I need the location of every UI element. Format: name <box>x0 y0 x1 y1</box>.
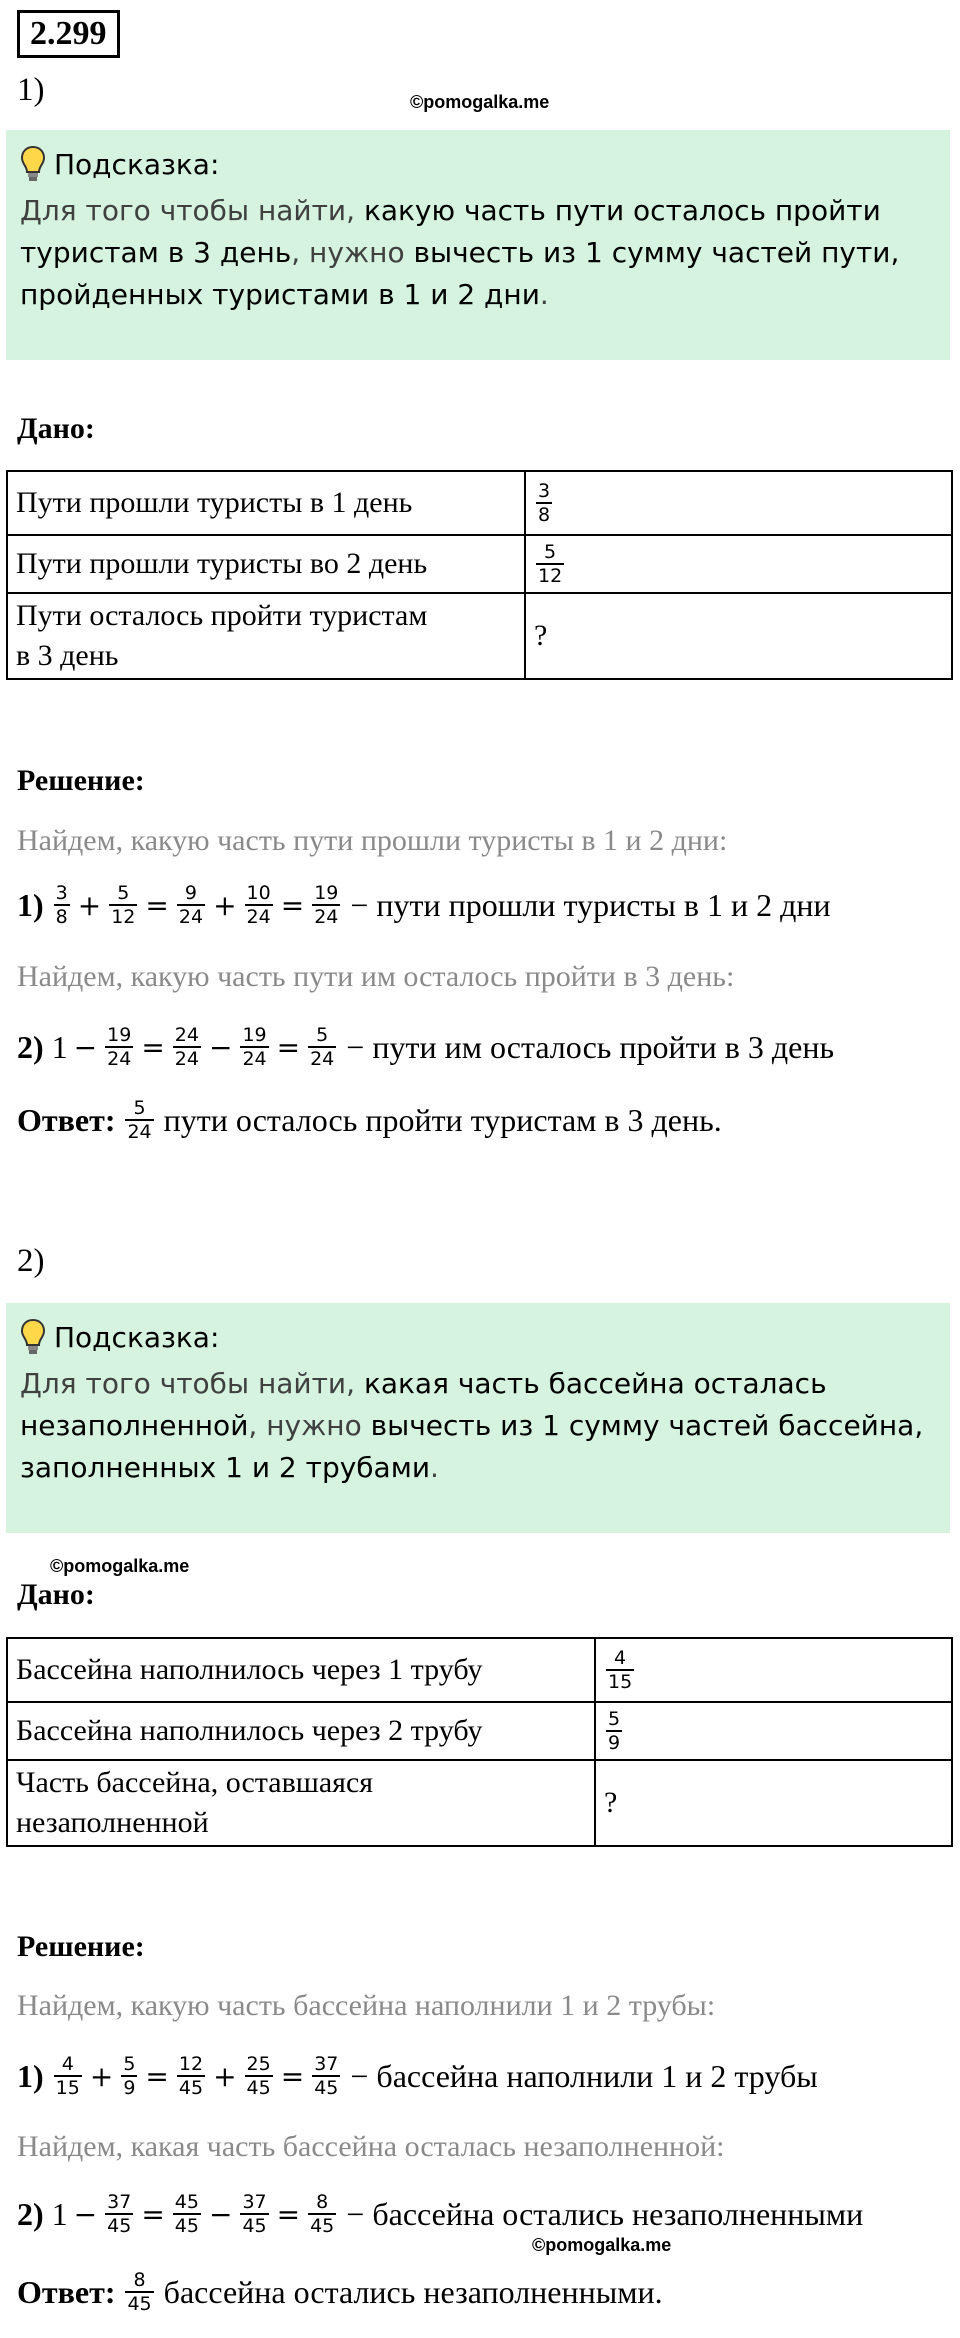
fraction-numerator: 10 <box>246 882 271 904</box>
solution-step-2: 2) 1 − $\frac{19}{24}$ = $\frac{24}{24}$ − $\frac{19}{24}$ = $\frac{5}{24}$ − пути им осталось пройти в 3 день <box>17 1024 835 1070</box>
step-text: − бассейна остались незаполненными <box>346 2195 864 2232</box>
hint-text-part: Для того чтобы найти, <box>20 1367 364 1400</box>
fraction-numerator: 3 <box>55 882 68 904</box>
solution-intro: Найдем, какую часть пути им осталось пройти в 3 день: <box>17 960 735 993</box>
fraction-denominator: 12 <box>111 906 136 928</box>
fraction-denominator: 24 <box>178 906 204 928</box>
fraction-denominator: 24 <box>314 906 339 928</box>
given-value: ? <box>595 1760 952 1846</box>
hint-text-emphasis: вычесть из 1 сумму частей бассейна, заполненных 1 и 2 трубами <box>20 1409 924 1484</box>
hint-title: Подсказка: <box>54 147 220 181</box>
given-label <box>7 593 525 679</box>
hint-box-2 <box>6 1303 950 1533</box>
part2-label: 2) <box>17 1243 45 1279</box>
fraction-denominator: 45 <box>127 2293 152 2315</box>
fraction-denominator: 45 <box>310 2215 335 2237</box>
step-label: 1) <box>17 2057 44 2094</box>
given-label: Бассейна наполнилось через 2 трубу <box>7 1702 595 1760</box>
answer-line <box>17 2262 663 2322</box>
answer-line <box>17 1090 722 1150</box>
fraction-numerator: 19 <box>314 882 339 904</box>
fraction-denominator: 45 <box>246 2077 271 2099</box>
fraction-numerator: 5 <box>316 1024 329 1046</box>
given-table <box>6 1637 953 1847</box>
fraction-numerator: 45 <box>174 2191 199 2213</box>
fraction-denominator: 45 <box>242 2215 267 2237</box>
answer-label: Ответ: <box>17 2273 116 2310</box>
answer-text: бассейна остались незаполненными. <box>163 2273 663 2310</box>
fraction-denominator: 45 <box>178 2077 204 2099</box>
hint-text-part: Для того чтобы найти, <box>20 194 364 227</box>
given-value <box>525 535 952 593</box>
fraction-numerator: 19 <box>107 1024 132 1046</box>
fraction-numerator: 5 <box>133 1097 146 1119</box>
fraction-denominator: 15 <box>55 2077 80 2099</box>
fraction-denominator: 15 <box>608 1671 633 1693</box>
given-heading: Дано: <box>17 412 95 445</box>
table-row <box>7 1702 952 1760</box>
fraction-denominator: 24 <box>246 906 271 928</box>
fraction-denominator: 24 <box>242 1048 267 1070</box>
given-label <box>7 1760 595 1846</box>
table-row <box>7 1760 952 1846</box>
step-label: 2) <box>17 2195 44 2232</box>
solution-intro: Найдем, какую часть пути прошли туристы в 1 и 2 дни: <box>17 824 728 857</box>
solution-heading: Решение: <box>17 764 145 797</box>
solution-heading: Решение: <box>17 1930 145 1963</box>
fraction-numerator: 4 <box>614 1647 627 1669</box>
fraction-numerator: 5 <box>117 882 130 904</box>
fraction-numerator: 8 <box>133 2269 146 2291</box>
hint-text <box>20 1363 940 1489</box>
given-label-line: Часть бассейна, оставшаяся <box>16 1766 374 1799</box>
number-one: 1 <box>51 1028 68 1065</box>
fraction-numerator: 5 <box>544 541 557 563</box>
given-value <box>595 1638 952 1702</box>
fraction-denominator: 12 <box>538 565 563 587</box>
step-text: − пути прошли туристы в 1 и 2 дни <box>350 886 831 923</box>
fraction-numerator: 25 <box>246 2053 271 2075</box>
solution-intro: Найдем, какая часть бассейна осталась незаполненной: <box>17 2130 725 2163</box>
lightbulb-icon <box>20 1318 46 1356</box>
table-row <box>7 471 952 535</box>
fraction-numerator: 37 <box>314 2053 339 2075</box>
given-value <box>525 471 952 535</box>
hint-text-part: . <box>430 1451 439 1484</box>
fraction-numerator: 37 <box>107 2191 132 2213</box>
given-label: Бассейна наполнилось через 1 трубу <box>7 1638 595 1702</box>
fraction-denominator: 45 <box>174 2215 199 2237</box>
hint-text-emphasis: вычесть из 1 сумму частей пути, пройденных туристами в 1 и 2 дни <box>20 236 900 311</box>
given-label: Пути прошли туристы в 1 день <box>7 471 525 535</box>
fraction-numerator: 37 <box>242 2191 267 2213</box>
fraction-denominator: 9 <box>123 2077 136 2099</box>
given-heading: Дано: <box>17 1578 95 1611</box>
given-label-line: в 3 день <box>16 639 119 672</box>
fraction-numerator: 5 <box>608 1708 621 1730</box>
problem-number: 2.299 <box>17 10 120 58</box>
fraction-numerator: 19 <box>242 1024 267 1046</box>
fraction-denominator: 8 <box>538 504 551 526</box>
fraction-numerator: 5 <box>123 2053 136 2075</box>
watermark: ©pomogalka.me <box>532 2235 672 2255</box>
given-value: ? <box>525 593 952 679</box>
fraction-denominator: 9 <box>608 1732 621 1754</box>
fraction-denominator: 45 <box>314 2077 339 2099</box>
step-text: − пути им осталось пройти в 3 день <box>346 1028 835 1065</box>
solution-step-2: 2) 1 − $\frac{37}{45}$ = $\frac{45}{45}$ − $\frac{37}{45}$ = $\frac{8}{45}$ − бассейна остались незаполненными <box>17 2191 864 2237</box>
given-label-line: незаполненной <box>16 1806 209 1839</box>
solution-step-1: 1) $\frac{3}{8}$ + $\frac{5}{12}$ = $\frac{9}{24}$ + $\frac{10}{24}$ = $\frac{19}{24}$ − пути прошли туристы в 1 и 2 дни <box>17 882 831 928</box>
hint-title: Подсказка: <box>54 1320 220 1354</box>
hint-text-emphasis: какую часть пути осталось пройти туристам в 3 день <box>20 194 881 269</box>
given-label: Пути прошли туристы во 2 день <box>7 535 525 593</box>
fraction-denominator: 24 <box>107 1048 132 1070</box>
hint-text-part: . <box>539 278 549 311</box>
step-label: 1) <box>17 886 44 923</box>
watermark: ©pomogalka.me <box>50 1556 190 1576</box>
fraction-numerator: 8 <box>316 2191 329 2213</box>
fraction-denominator: 24 <box>127 1121 152 1143</box>
step-label: 2) <box>17 1028 44 1065</box>
table-row <box>7 1638 952 1702</box>
fraction-denominator: 24 <box>174 1048 199 1070</box>
fraction-denominator: 24 <box>310 1048 335 1070</box>
solution-intro: Найдем, какую часть бассейна наполнили 1 и 2 трубы: <box>17 1989 716 2022</box>
given-value <box>595 1702 952 1760</box>
fraction-numerator: 24 <box>174 1024 199 1046</box>
hint-box-1 <box>6 130 950 360</box>
hint-text <box>20 190 940 316</box>
hint-text-part: , нужно <box>248 1409 371 1442</box>
fraction-numerator: 9 <box>184 882 198 904</box>
table-row <box>7 535 952 593</box>
part1-label: 1) <box>17 72 45 108</box>
hint-text-emphasis: какая часть бассейна осталась незаполненной <box>20 1367 827 1442</box>
solution-step-1: 1) $\frac{4}{15}$ + $\frac{5}{9}$ = $\frac{12}{45}$ + $\frac{25}{45}$ = $\frac{37}{45}$ − бассейна наполнили 1 и 2 трубы <box>17 2053 818 2099</box>
watermark: ©pomogalka.me <box>410 92 550 112</box>
given-label-line: Пути осталось пройти туристам <box>16 599 428 632</box>
fraction-numerator: 4 <box>61 2053 74 2075</box>
step-text: − бассейна наполнили 1 и 2 трубы <box>350 2057 818 2094</box>
lightbulb-icon <box>20 145 46 183</box>
fraction-denominator: 45 <box>107 2215 132 2237</box>
given-table <box>6 470 953 680</box>
hint-text-part: , нужно <box>291 236 414 269</box>
answer-text: пути осталось пройти туристам в 3 день. <box>163 1101 722 1138</box>
table-row <box>7 593 952 679</box>
answer-label: Ответ: <box>17 1101 116 1138</box>
fraction-numerator: 3 <box>538 480 551 502</box>
fraction-numerator: 12 <box>178 2053 204 2075</box>
fraction-denominator: 8 <box>55 906 68 928</box>
number-one: 1 <box>51 2195 68 2232</box>
